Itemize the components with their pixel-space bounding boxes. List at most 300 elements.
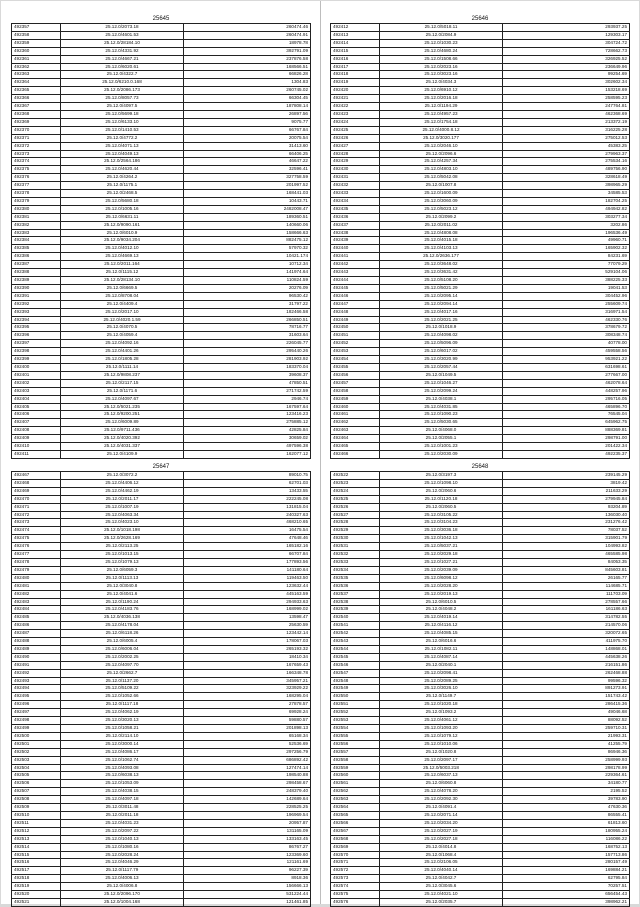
code-cell: 25.12.0/4680.24 <box>380 47 503 55</box>
code-cell: 25.12.0/4059.4 <box>61 332 184 340</box>
row-number-cell: 492469 <box>12 487 61 495</box>
code-cell: 25.12.0/28134.10 <box>61 277 184 285</box>
row-number-cell: 492493 <box>12 677 61 685</box>
code-cell: 25.12.0/5108.20 <box>380 277 503 285</box>
row-number-cell: 492457 <box>331 379 380 387</box>
code-cell: 25.12.0/2564.186 <box>61 158 184 166</box>
amount-cell: 247764.81 <box>503 103 630 111</box>
row-number-cell: 492357 <box>12 24 61 32</box>
amount-cell: 157713.86 <box>503 851 630 859</box>
amount-cell: 31413.60 <box>184 142 311 150</box>
row-number-cell: 492573 <box>331 875 380 883</box>
table-row <box>12 851 311 859</box>
amount-cell: 86946.36 <box>503 748 630 756</box>
code-cell: 25.12.0/4601.53 <box>61 31 184 39</box>
row-number-cell: 492553 <box>331 717 380 725</box>
code-cell: 25.12.0/3020.177 <box>380 134 503 142</box>
amount-cell: 34180.77 <box>503 780 630 788</box>
row-number-cell: 492537 <box>331 590 380 598</box>
row-number-cell: 492444 <box>331 277 380 285</box>
table-row <box>12 598 311 606</box>
table-row <box>331 182 630 190</box>
amount-cell: 40778.00 <box>503 340 630 348</box>
row-number-cell: 492455 <box>331 363 380 371</box>
row-number-cell: 492538 <box>331 598 380 606</box>
row-number-cell: 492393 <box>12 308 61 316</box>
row-number-cell: 492417 <box>331 63 380 71</box>
row-number-cell: 492411 <box>12 450 61 458</box>
amount-cell: 275885.12 <box>184 419 311 427</box>
row-number-cell: 492471 <box>12 503 61 511</box>
row-number-cell: 492466 <box>331 450 380 458</box>
register-table <box>11 23 311 459</box>
row-number-cell: 492561 <box>331 780 380 788</box>
table-row <box>12 709 311 717</box>
code-cell: 25.12.0/4014.8 <box>380 843 503 851</box>
amount-cell: 686892.42 <box>184 756 311 764</box>
row-number-cell: 492388 <box>12 269 61 277</box>
code-cell: 25.12.0/2096.170 <box>61 891 184 899</box>
row-number-cell: 492378 <box>12 190 61 198</box>
amount-cell: 213372.19 <box>503 118 630 126</box>
row-number-cell: 492361 <box>12 55 61 63</box>
amount-cell: 158666.63 <box>184 229 311 237</box>
table-row <box>12 419 311 427</box>
table-row <box>12 126 311 134</box>
code-cell: 25.12.0/1053.09 <box>61 780 184 788</box>
amount-cell: 96227.39 <box>184 867 311 875</box>
table-row <box>12 677 311 685</box>
table-row <box>331 725 630 733</box>
row-number-cell: 492491 <box>12 661 61 669</box>
code-cell: 25.12.0/8057.73 <box>61 95 184 103</box>
amount-cell: 214570.06 <box>503 622 630 630</box>
code-cell: 25.12.0/2092.30 <box>380 796 503 804</box>
register-block-2 <box>330 15 630 459</box>
row-number-cell: 492373 <box>12 150 61 158</box>
row-number-cell: 492413 <box>331 31 380 39</box>
table-row <box>331 450 630 458</box>
table-row <box>12 79 311 87</box>
row-number-cell: 492559 <box>331 764 380 772</box>
table-row <box>331 213 630 221</box>
row-number-cell: 492541 <box>331 622 380 630</box>
code-cell: 25.12.0/4183.76 <box>61 606 184 614</box>
code-cell: 25.12.0/5018.11 <box>380 24 503 32</box>
amount-cell: 497596.38 <box>184 443 311 451</box>
code-cell: 25.12.0/28184.10 <box>61 39 184 47</box>
table-row <box>331 811 630 819</box>
row-number-cell: 492409 <box>12 435 61 443</box>
table-row <box>331 134 630 142</box>
code-cell: 25.12.0/4097.70 <box>61 661 184 669</box>
row-number-cell: 492460 <box>331 403 380 411</box>
row-number-cell: 492440 <box>331 245 380 253</box>
amount-cell: 39783.90 <box>503 796 630 804</box>
code-cell: 25.12.0/2029.18 <box>380 551 503 559</box>
table-row <box>12 292 311 300</box>
code-cell: 25.12.0/4091.4 <box>380 804 503 812</box>
row-number-cell: 492366 <box>12 95 61 103</box>
amount-cell: 298178.99 <box>503 764 630 772</box>
code-cell: 25.12.0/4038.1 <box>380 395 503 403</box>
row-number-cell: 492397 <box>12 340 61 348</box>
row-number-cell: 492408 <box>12 427 61 435</box>
table-row <box>12 717 311 725</box>
row-number-cell: 492421 <box>331 95 380 103</box>
row-number-cell: 492522 <box>331 472 380 480</box>
row-number-cell: 492527 <box>331 511 380 519</box>
amount-cell: 260474.91 <box>184 31 311 39</box>
row-number-cell: 492435 <box>331 205 380 213</box>
row-number-cell: 492540 <box>331 614 380 622</box>
register-block-1 <box>11 15 311 459</box>
row-number-cell: 492384 <box>12 237 61 245</box>
code-cell: 25.12.0/1062.74 <box>61 756 184 764</box>
amount-cell: 30659.02 <box>184 435 311 443</box>
code-cell: 25.12.0/2628.169 <box>61 535 184 543</box>
table-row <box>12 867 311 875</box>
amount-cell: 127474.14 <box>184 764 311 772</box>
code-cell: 25.12.0/2002.25 <box>61 653 184 661</box>
code-cell: 25.12.0/1068.4 <box>380 851 503 859</box>
code-cell: 25.12.0/1079.13 <box>61 558 184 566</box>
code-cell: 25.12.0/4031.23 <box>61 819 184 827</box>
amount-cell: 168295.04 <box>184 693 311 701</box>
row-number-cell: 492505 <box>12 772 61 780</box>
amount-cell: 281903.92 <box>184 356 311 364</box>
code-cell: 25.12.0/2028.20 <box>380 582 503 590</box>
code-cell: 25.12.0/6118.26 <box>61 630 184 638</box>
row-number-cell: 492532 <box>331 551 380 559</box>
row-number-cell: 492506 <box>12 780 61 788</box>
row-number-cell: 492557 <box>331 748 380 756</box>
amount-cell: 167597.64 <box>184 403 311 411</box>
code-cell: 25.12.0/9808.237 <box>61 371 184 379</box>
row-number-cell: 492359 <box>12 39 61 47</box>
amount-cell: 31797.22 <box>184 300 311 308</box>
table-row <box>331 419 630 427</box>
amount-cell: 1304.83 <box>184 79 311 87</box>
block-title: 25648 <box>471 464 489 470</box>
code-cell: 25.12.0/4409.4 <box>61 300 184 308</box>
amount-cell: 182704.25 <box>503 197 630 205</box>
table-row <box>331 835 630 843</box>
amount-cell: 10443.71 <box>184 197 311 205</box>
table-row <box>331 253 630 261</box>
code-cell: 25.12.0/1115.12 <box>61 269 184 277</box>
amount-cell: 953921.22 <box>503 356 630 364</box>
table-row <box>331 71 630 79</box>
amount-cell: 229364.61 <box>503 772 630 780</box>
amount-cell: 258999.93 <box>503 756 630 764</box>
row-number-cell: 492556 <box>331 740 380 748</box>
code-cell: 25.12.0/5003.218 <box>380 764 503 772</box>
table-row <box>331 717 630 725</box>
row-number-cell: 492479 <box>12 566 61 574</box>
amount-cell: 34585.53 <box>503 190 630 198</box>
amount-cell: 32596.41 <box>184 166 311 174</box>
amount-cell: 398965.29 <box>503 182 630 190</box>
amount-cell: 271742.59 <box>184 387 311 395</box>
row-number-cell: 492434 <box>331 197 380 205</box>
code-cell: 25.12.0/1093.2 <box>380 709 503 717</box>
table-row <box>331 582 630 590</box>
table-row <box>12 237 311 245</box>
row-number-cell: 492494 <box>12 685 61 693</box>
table-row <box>12 764 311 772</box>
table-row <box>331 332 630 340</box>
amount-cell: 279945.84 <box>503 495 630 503</box>
code-cell: 25.12.0/2097.22 <box>61 827 184 835</box>
row-number-cell: 492542 <box>331 630 380 638</box>
table-row <box>331 245 630 253</box>
row-number-cell: 492544 <box>331 645 380 653</box>
table-row <box>331 87 630 95</box>
amount-cell: 169884.21 <box>503 867 630 875</box>
row-number-cell: 492539 <box>331 606 380 614</box>
row-number-cell: 492424 <box>331 118 380 126</box>
code-cell: 25.12.0/4406.12 <box>61 479 184 487</box>
row-number-cell: 492422 <box>331 103 380 111</box>
table-row <box>12 142 311 150</box>
code-cell: 25.12.0/6017.02 <box>380 348 503 356</box>
row-number-cell: 492398 <box>12 348 61 356</box>
row-number-cell: 492480 <box>12 574 61 582</box>
amount-cell: 66304.45 <box>184 95 311 103</box>
row-number-cell: 492431 <box>331 174 380 182</box>
code-cell: 25.12.0/6059.3 <box>61 566 184 574</box>
amount-cell: 99254.69 <box>503 71 630 79</box>
table-row <box>12 472 311 480</box>
table-row <box>331 229 630 237</box>
code-cell: 25.12.0/1040.13 <box>61 835 184 843</box>
table-row <box>331 590 630 598</box>
code-cell: 25.12.0/1111.14 <box>61 363 184 371</box>
row-number-cell: 492358 <box>12 31 61 39</box>
amount-cell: 468210.65 <box>184 519 311 527</box>
table-row <box>12 661 311 669</box>
code-cell: 25.12.0/3023.16 <box>380 71 503 79</box>
table-row <box>12 411 311 419</box>
amount-cell: 531224.44 <box>184 891 311 899</box>
table-row <box>331 158 630 166</box>
code-cell: 25.12.0/6210.0.168 <box>61 79 184 87</box>
code-cell: 25.12.0/3020.99 <box>380 356 503 364</box>
code-cell: 25.12.0/5109.22 <box>61 685 184 693</box>
code-cell: 25.12.0/4462.19 <box>61 487 184 495</box>
table-row <box>331 756 630 764</box>
code-cell: 25.12.0/5037.21 <box>380 543 503 551</box>
amount-cell: 2195.52 <box>503 788 630 796</box>
table-row <box>331 316 630 324</box>
table-row <box>12 356 311 364</box>
row-number-cell: 492535 <box>331 574 380 582</box>
row-number-cell: 492446 <box>331 292 380 300</box>
row-number-cell: 492477 <box>12 551 61 559</box>
table-row <box>331 638 630 646</box>
code-cell: 25.12.0/6631.11 <box>61 213 184 221</box>
amount-cell: 201997.52 <box>184 182 311 190</box>
code-cell: 25.12.0/2468.5 <box>61 190 184 198</box>
table-row <box>12 229 311 237</box>
table-row <box>331 427 630 435</box>
code-cell: 25.12.0/4019.14 <box>380 614 503 622</box>
row-number-cell: 492508 <box>12 796 61 804</box>
code-cell: 25.12.0/6910.12 <box>380 87 503 95</box>
code-cell: 25.12.0/3072.2 <box>61 472 184 480</box>
row-number-cell: 492543 <box>331 638 380 646</box>
amount-cell: 178067.03 <box>184 638 311 646</box>
row-number-cell: 492497 <box>12 709 61 717</box>
row-number-cell: 492367 <box>12 103 61 111</box>
code-cell: 25.12.0/1508.66 <box>380 55 503 63</box>
amount-cell: 465896.70 <box>503 403 630 411</box>
row-number-cell: 492369 <box>12 118 61 126</box>
amount-cell: 156666.13 <box>184 883 311 891</box>
row-number-cell: 492386 <box>12 253 61 261</box>
amount-cell: 10421.174 <box>184 253 311 261</box>
amount-cell: 255609.74 <box>503 300 630 308</box>
table-row <box>12 95 311 103</box>
row-number-cell: 492374 <box>12 158 61 166</box>
code-cell: 25.12.0/1004.168 <box>61 898 184 906</box>
amount-cell: 196969.54 <box>184 811 311 819</box>
amount-cell: 293937.25 <box>503 24 630 32</box>
amount-cell: 121161.69 <box>184 859 311 867</box>
amount-cell: 168441.03 <box>184 190 311 198</box>
row-number-cell: 492528 <box>331 519 380 527</box>
row-number-cell: 492507 <box>12 788 61 796</box>
amount-cell: 259710.31 <box>503 725 630 733</box>
amount-cell: 320072.65 <box>503 630 630 638</box>
table-row <box>12 450 311 458</box>
row-number-cell: 492364 <box>12 79 61 87</box>
code-cell: 25.12.0/4085.15 <box>380 630 503 638</box>
amount-cell: 8918.36 <box>184 875 311 883</box>
code-cell: 25.12.0/4048.2 <box>380 606 503 614</box>
amount-cell: 66826.28 <box>184 71 311 79</box>
row-number-cell: 492442 <box>331 261 380 269</box>
table-row <box>12 182 311 190</box>
row-number-cell: 492392 <box>12 300 61 308</box>
table-row <box>331 63 630 71</box>
code-cell: 25.12.0/2017.10 <box>61 308 184 316</box>
code-cell: 25.12.0/5023.12 <box>380 205 503 213</box>
amount-cell: 46647.22 <box>184 158 311 166</box>
amount-cell: 222245.08 <box>184 495 311 503</box>
code-cell: 25.12.0/1754.18 <box>380 118 503 126</box>
amount-cell: 231276.42 <box>503 519 630 527</box>
code-cell: 25.12.0/6010.5 <box>380 598 503 606</box>
row-number-cell: 492474 <box>12 527 61 535</box>
code-cell: 25.12.0/2035.7 <box>380 898 503 906</box>
table-row <box>12 669 311 677</box>
code-cell: 25.12.0/4093.08 <box>61 764 184 772</box>
register-block-4 <box>330 463 630 907</box>
table-row <box>331 277 630 285</box>
code-cell: 25.12.0/4063.34 <box>61 511 184 519</box>
amount-cell: 114685.71 <box>503 582 630 590</box>
amount-cell: 388225.33 <box>503 277 630 285</box>
amount-cell: 728662.73 <box>503 47 630 55</box>
row-number-cell: 492518 <box>12 875 61 883</box>
code-cell: 25.12.0/6009.89 <box>61 419 184 427</box>
row-number-cell: 492380 <box>12 205 61 213</box>
row-number-cell: 492519 <box>12 883 61 891</box>
amount-cell: 77079.29 <box>503 261 630 269</box>
code-cell: 25.12.0/4808.08 <box>380 229 503 237</box>
row-number-cell: 492481 <box>12 582 61 590</box>
row-number-cell: 492425 <box>331 126 380 134</box>
amount-cell: 19041.53 <box>503 284 630 292</box>
table-row <box>12 31 311 39</box>
amount-cell: 228525.25 <box>184 804 311 812</box>
table-row <box>331 479 630 487</box>
code-cell: 25.12.0/3104.23 <box>380 519 503 527</box>
amount-cell: 20075.54 <box>184 134 311 142</box>
code-cell: 25.12.0/2040.1 <box>380 661 503 669</box>
table-row <box>12 103 311 111</box>
amount-cell: 88092.52 <box>503 717 630 725</box>
table-row <box>12 87 311 95</box>
table-row <box>331 308 630 316</box>
code-cell: 25.12.0/9090.161 <box>61 221 184 229</box>
code-cell: 25.12.0/5021.235 <box>61 403 184 411</box>
table-row <box>331 543 630 551</box>
row-number-cell: 492495 <box>12 693 61 701</box>
amount-cell: 298458.67 <box>184 780 311 788</box>
code-cell: 25.12.0/1020.8 <box>380 748 503 756</box>
code-cell: 25.12.0/6060.8 <box>380 780 503 788</box>
table-row <box>12 740 311 748</box>
code-cell: 25.12.0/5030.65 <box>380 419 503 427</box>
amount-cell: 236649.96 <box>503 63 630 71</box>
code-cell: 25.12.0/1137.20 <box>61 677 184 685</box>
code-cell: 25.12.0/4331.92 <box>61 47 184 55</box>
table-row <box>331 487 630 495</box>
row-number-cell: 492418 <box>331 71 380 79</box>
row-number-cell: 492433 <box>331 190 380 198</box>
row-number-cell: 492363 <box>12 71 61 79</box>
code-cell: 25.12.0/4012.10 <box>61 245 184 253</box>
table-row <box>12 638 311 646</box>
row-number-cell: 492496 <box>12 701 61 709</box>
table-row <box>331 685 630 693</box>
table-row <box>12 348 311 356</box>
row-number-cell: 492371 <box>12 134 61 142</box>
table-row <box>12 197 311 205</box>
code-cell: 25.12.0/1600.09 <box>380 190 503 198</box>
row-number-cell: 492430 <box>331 166 380 174</box>
code-cell: 25.12.0/1190.24 <box>61 598 184 606</box>
table-row <box>331 527 630 535</box>
code-cell: 25.12.0/1018.198 <box>61 527 184 535</box>
amount-cell: 140660.06 <box>184 221 311 229</box>
amount-cell: 123442.14 <box>184 630 311 638</box>
row-number-cell: 492441 <box>331 253 380 261</box>
code-cell: 25.12.0/6020.61 <box>61 63 184 71</box>
code-cell: 25.12.0/5680.18 <box>61 197 184 205</box>
code-cell: 25.12.0/4006.8 <box>61 883 184 891</box>
code-cell: 25.12.0/3060.09 <box>380 197 503 205</box>
row-number-cell: 492568 <box>331 835 380 843</box>
amount-cell: 78716.77 <box>184 324 311 332</box>
row-number-cell: 492362 <box>12 63 61 71</box>
table-row <box>12 701 311 709</box>
row-number-cell: 492410 <box>12 443 61 451</box>
row-number-cell: 492548 <box>331 677 380 685</box>
